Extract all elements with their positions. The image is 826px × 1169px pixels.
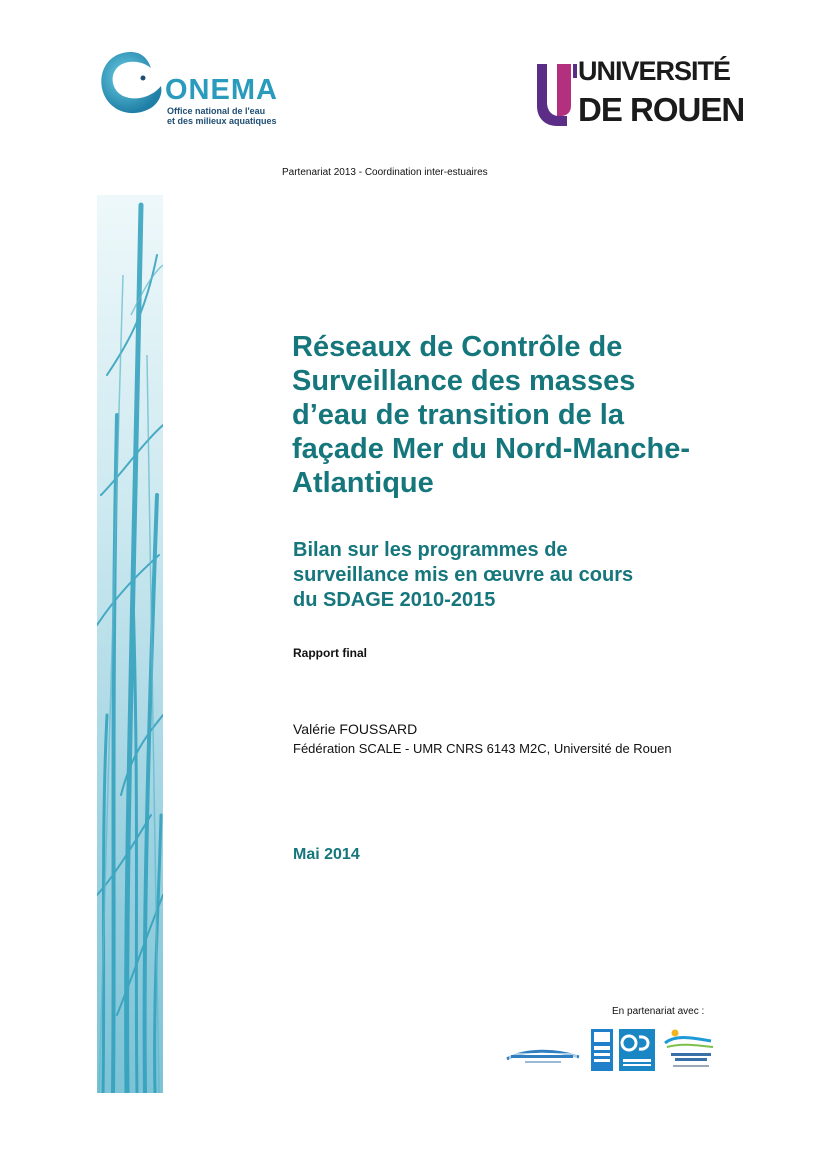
title-line: Atlantique: [292, 467, 434, 499]
agence-de-l-eau-loire-bretagne-logo: [619, 1029, 655, 1071]
onema-subtitle-line2: et des milieux aquatiques: [167, 116, 277, 126]
author-name: Valérie FOUSSARD: [293, 721, 418, 737]
reeds-photo: [97, 195, 163, 1093]
onema-subtitle: [167, 106, 277, 126]
onema-wordmark: ONEMA: [165, 74, 278, 106]
author-affiliation: Fédération SCALE - UMR CNRS 6143 M2C, Université de Rouen: [293, 741, 672, 756]
rouen-wordmark-line1: UNIVERSITÉ: [578, 56, 731, 86]
partnership-label: Partenariat 2013 - Coordination inter-estuaires: [282, 167, 488, 178]
partner-logos: [505, 1025, 717, 1075]
title-line: d’eau de transition de la: [292, 399, 624, 431]
subtitle-line: Bilan sur les programmes de: [293, 539, 568, 561]
rouen-wordmark-line2: DE ROUEN: [578, 91, 745, 128]
eau-seine-normandie-logo: [591, 1029, 613, 1071]
title-line: Surveillance des masses: [292, 365, 636, 397]
report-type: Rapport final: [293, 646, 367, 660]
report-date: Mai 2014: [293, 846, 360, 863]
onema-subtitle-line1: Office national de l'eau: [167, 106, 266, 116]
subtitle-line: surveillance mis en œuvre au cours: [293, 564, 634, 586]
report-title: [292, 330, 732, 500]
agence-de-l-eau-adour-garonne-logo: [665, 1030, 713, 1068]
title-line: Réseaux de Contrôle de: [292, 331, 623, 363]
title-line: façade Mer du Nord-Manche-: [292, 433, 690, 465]
agence-de-l-eau-artois-picardie-logo: [507, 1051, 579, 1063]
subtitle-line: du SDAGE 2010-2015: [293, 589, 496, 611]
report-subtitle: [293, 538, 713, 613]
partners-label: En partenariat avec :: [612, 1006, 705, 1017]
